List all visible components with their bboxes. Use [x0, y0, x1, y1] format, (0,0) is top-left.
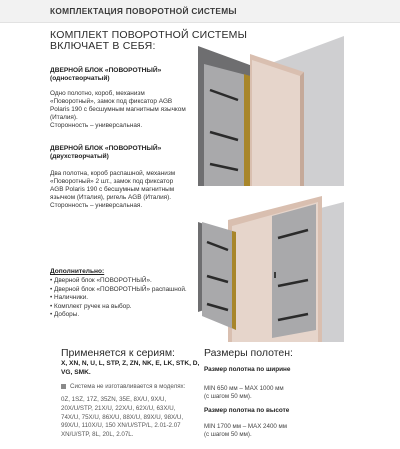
sizes-title: Размеры полотен:	[204, 347, 293, 359]
single-block-title-line: ДВЕРНОЙ БЛОК «ПОВОРОТНЫЙ»	[50, 67, 162, 74]
height-range	[204, 423, 287, 439]
text-line: «Поворотный» 2 шт., замок под фиксатор	[50, 178, 174, 185]
additional-title: Дополнительно:	[50, 268, 105, 275]
double-block-title	[50, 145, 161, 161]
models-line: 99X/U, 110X/U, 150 XN/U/STP/L, 2.01-2.07	[61, 422, 181, 430]
list-item: • Наличники.	[50, 294, 89, 302]
list-item: • Комплект ручек на выбор.	[50, 302, 132, 310]
text-line: Сторонность – универсальная.	[50, 122, 143, 129]
square-bullet-icon	[61, 384, 66, 389]
models-line: 20X/U/STP, 21X/U, 22X/U, 62X/U, 63X/U,	[61, 404, 176, 412]
text-line: Два полотна, короб распашной, механизм	[50, 170, 176, 177]
height-range-line: MIN 1700 мм – MAX 2400 мм	[204, 423, 288, 430]
kit-title	[50, 29, 248, 52]
exclusion-note-text: Система не изготавливается в моделях:	[70, 383, 186, 390]
double-block-description	[50, 170, 175, 210]
series-line: VG, SMK.	[61, 368, 91, 376]
series-list	[61, 360, 199, 377]
models-line: 0Z, 1SZ, 17Z, 35ZN, 35E, 8X/U, 9X/U,	[61, 396, 167, 403]
text-line: AGB Polaris 190 с бесшумным магнитным	[50, 186, 175, 193]
text-line: Одно полотно, короб, механизм	[50, 90, 145, 97]
text-line: Сторонность – универсальная.	[50, 202, 143, 209]
kit-title-line: КОМПЛЕКТ ПОВОРОТНОЙ СИСТЕМЫ	[50, 29, 248, 41]
series-title: Применяется к сериям:	[61, 347, 175, 359]
models-line: XN/U/STP, 8L, 20L, 2.07L.	[61, 431, 134, 439]
height-title: Размер полотна по высоте	[204, 407, 290, 414]
width-title: Размер полотна по ширине	[204, 366, 291, 373]
excluded-models-list	[61, 396, 183, 440]
list-item: • Доборы.	[50, 311, 80, 319]
kit-title-line: ВКЛЮЧАЕТ В СЕБЯ:	[50, 40, 156, 52]
width-range-line: MIN 650 мм – MAX 1000 мм	[204, 385, 284, 392]
text-line: «Поворотный», замок под фиксатор AGB	[50, 98, 173, 105]
single-door-illustration	[198, 28, 344, 186]
double-door-illustration	[198, 192, 344, 342]
double-block-title-line: ДВЕРНОЙ БЛОК «ПОВОРОТНЫЙ»	[50, 145, 162, 152]
models-line: 74X/U, 75X/U, 86X/U, 88X/U, 89X/U, 98X/U,	[61, 413, 184, 421]
frame-jamb	[300, 72, 304, 186]
single-block-title	[50, 67, 161, 83]
exclusion-note	[61, 383, 185, 390]
additional-list	[50, 277, 187, 320]
double-block-subtitle: (двухстворчатый)	[50, 153, 109, 160]
door-handle	[274, 272, 276, 278]
brass-edge	[232, 231, 236, 330]
single-block-description	[50, 90, 186, 130]
list-item: • Дверной блок «ПОВОРОТНЫЙ».	[50, 277, 152, 284]
text-line: Polaris 190 с бесшумным магнитным язычком	[50, 106, 186, 113]
text-line: язычком (Италия), ригель AGB (Италия).	[50, 194, 172, 201]
door-opening	[252, 60, 300, 186]
brass-edge	[244, 74, 250, 186]
height-range-step: (с шагом 50 мм).	[204, 431, 252, 438]
page-title: КОМПЛЕКТАЦИЯ ПОВОРОТНОЙ СИСТЕМЫ	[50, 6, 237, 16]
width-range	[204, 385, 284, 401]
width-range-step: (с шагом 50 мм).	[204, 393, 252, 400]
single-block-subtitle: (одностворчатый)	[50, 75, 110, 82]
series-line: X, XN, N, U, L, STP, Z, ZN, NK, E, LK, STK, D,	[61, 360, 200, 367]
text-line: (Италия).	[50, 114, 78, 121]
list-item: • Дверной блок «ПОВОРОТНЫЙ» распашной.	[50, 285, 187, 293]
